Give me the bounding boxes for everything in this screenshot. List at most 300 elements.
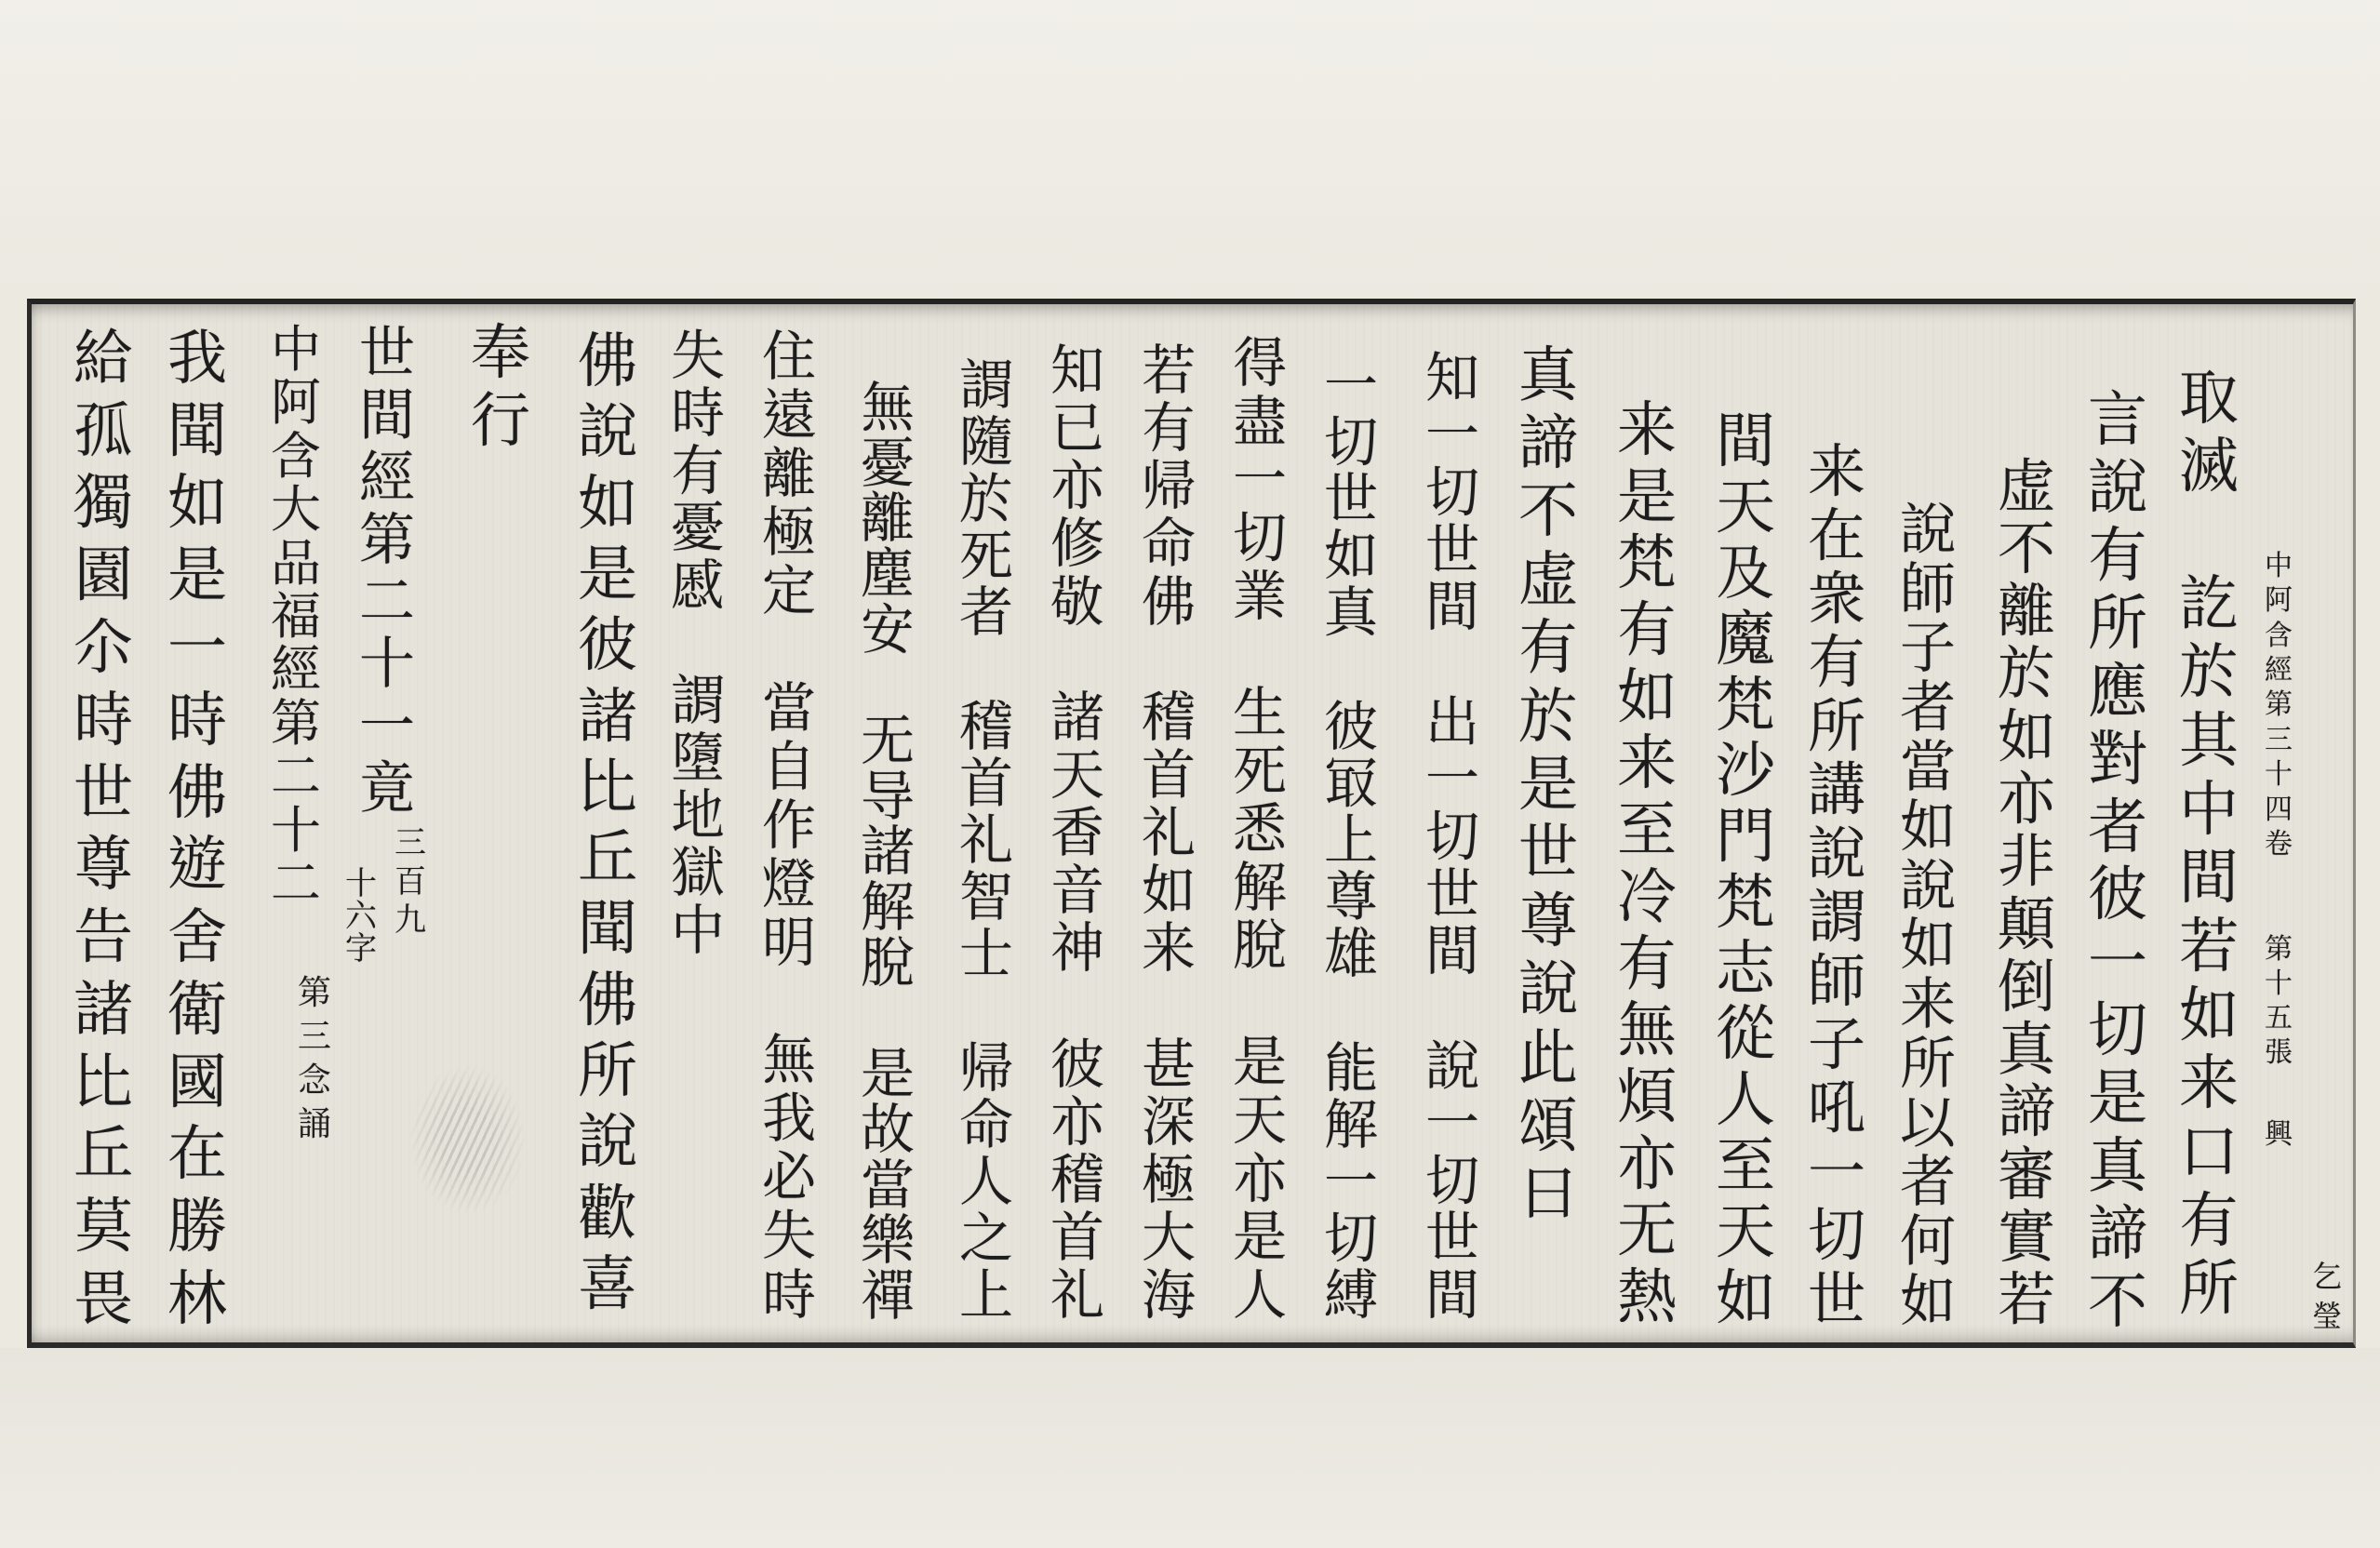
glyph: 隨 — [958, 409, 1013, 474]
glyph: 佛 — [167, 758, 227, 828]
glyph: 衛 — [167, 975, 227, 1045]
verse-column — [1312, 353, 1390, 1328]
glyph: 熱 — [1617, 1263, 1677, 1333]
glyph: 獄 — [670, 841, 725, 905]
glyph: 離 — [1997, 577, 2055, 646]
glyph: 梵 — [1716, 671, 1775, 741]
glyph: 有 — [1141, 396, 1196, 460]
glyph — [2170, 501, 2248, 570]
glyph: 者 — [2088, 793, 2147, 862]
glyph: 真 — [1323, 580, 1378, 645]
glyph: 諸 — [1050, 685, 1104, 749]
glyph: 業 — [1232, 564, 1287, 628]
glyph: 聞 — [578, 895, 637, 965]
glyph: 三 — [2265, 723, 2293, 756]
glyph: 不 — [2088, 1267, 2147, 1337]
text-column — [1889, 497, 1967, 1335]
glyph: 一 — [1424, 403, 1479, 467]
glyph: 稽 — [958, 694, 1013, 758]
glyph: 無 — [860, 375, 915, 439]
glyph: 頌 — [1518, 1091, 1578, 1161]
glyph: 首 — [1050, 1205, 1104, 1269]
glyph: 間 — [1424, 1263, 1479, 1328]
glyph: 帰 — [958, 1035, 1013, 1100]
glyph: 如 — [1323, 524, 1378, 588]
glyph: 如 — [1900, 913, 1956, 979]
glyph: 九 — [394, 901, 426, 940]
glyph: 三 — [394, 823, 426, 861]
glyph: 得 — [1232, 331, 1287, 395]
glyph: 以 — [1900, 1090, 1956, 1156]
glyph: 卷 — [2265, 828, 2293, 861]
glyph: 含 — [2265, 619, 2293, 652]
glyph: 我 — [167, 324, 227, 394]
glyph: 如 — [1617, 662, 1677, 732]
glyph: 不 — [1518, 477, 1578, 547]
glyph: 来 — [1807, 437, 1865, 506]
glyph: 世 — [1424, 1206, 1479, 1270]
glyph: 有 — [2088, 522, 2147, 592]
glyph: 十 — [359, 632, 415, 698]
glyph: 第 — [2265, 933, 2293, 967]
glyph: 如 — [167, 469, 227, 539]
glyph: 失 — [670, 323, 725, 387]
glyph: 畏 — [74, 1265, 133, 1335]
glyph: 天 — [1716, 1197, 1775, 1267]
glyph: 中 — [271, 319, 321, 379]
glyph: 一 — [1232, 447, 1287, 512]
glyph: 世 — [359, 321, 415, 387]
glyph: 虚 — [1997, 451, 2055, 520]
text-column — [2079, 387, 2157, 1336]
glyph: 極 — [761, 500, 816, 564]
glyph: 者 — [1900, 675, 1956, 741]
glyph: 於 — [1997, 639, 2055, 708]
glyph: 十 — [271, 800, 321, 860]
glyph: 彼 — [1050, 1032, 1104, 1096]
glyph: 解 — [1323, 1092, 1378, 1156]
verse-column — [750, 324, 828, 1327]
glyph: 此 — [1518, 1023, 1578, 1093]
text-column — [1509, 341, 1587, 1229]
glyph: 聞 — [167, 396, 227, 466]
glyph: 亦 — [1997, 765, 2055, 834]
glyph: 諸 — [578, 682, 637, 752]
glyph: 明 — [761, 911, 816, 975]
glyph: 若 — [1141, 339, 1196, 403]
glyph: 一 — [1323, 1149, 1378, 1213]
glyph: 中 — [670, 899, 725, 963]
glyph: 諸 — [860, 820, 915, 884]
recitation-section-note — [294, 971, 335, 1146]
glyph: 已 — [1050, 396, 1104, 460]
glyph: 中 — [2265, 549, 2293, 582]
glyph: 世 — [1424, 861, 1479, 926]
glyph: 有 — [1807, 628, 1865, 697]
glyph: 煩 — [1617, 1063, 1677, 1133]
glyph: 曰 — [1518, 1160, 1578, 1230]
glyph: 十 — [345, 864, 377, 902]
glyph: 所 — [1900, 1031, 1956, 1097]
glyph: 自 — [761, 734, 816, 798]
glyph — [1038, 977, 1116, 1034]
glyph: 大 — [1141, 1205, 1196, 1269]
glyph: 第 — [297, 973, 331, 1012]
glyph: 若 — [1997, 1265, 2055, 1334]
glyph: 神 — [1050, 916, 1104, 981]
glyph: 念 — [297, 1061, 331, 1100]
glyph: 乞 — [2311, 1259, 2342, 1295]
glyph: 福 — [271, 586, 321, 646]
glyph — [1038, 631, 1116, 688]
glyph: 故 — [860, 1097, 915, 1161]
glyph: 四 — [2265, 793, 2293, 826]
glyph: 作 — [761, 794, 816, 858]
glyph: 所 — [1807, 691, 1865, 760]
glyph: 第 — [2265, 688, 2293, 722]
glyph: 来 — [1141, 916, 1196, 981]
glyph: 香 — [1050, 801, 1104, 865]
glyph: 是 — [2088, 1064, 2147, 1134]
glyph: 世 — [1807, 1264, 1865, 1333]
glyph: 所 — [2179, 1255, 2239, 1325]
glyph: 燈 — [761, 852, 816, 916]
glyph: 首 — [958, 751, 1013, 815]
glyph: 五 — [2265, 1001, 2293, 1034]
glyph: 比 — [578, 753, 637, 822]
glyph: 住 — [761, 324, 816, 388]
glyph — [750, 620, 828, 678]
text-column — [568, 327, 647, 1320]
glyph: 從 — [1716, 1000, 1775, 1070]
glyph: 子 — [1807, 1010, 1865, 1078]
glyph: 礼 — [1050, 1263, 1104, 1328]
glyph: 地 — [670, 783, 725, 847]
margin-volume-title — [2258, 549, 2299, 862]
glyph: 是 — [1232, 1030, 1287, 1094]
glyph: 應 — [2088, 657, 2147, 727]
glyph: 是 — [1232, 1205, 1287, 1269]
glyph: 講 — [1807, 755, 1865, 824]
glyph: 所 — [578, 1036, 637, 1106]
glyph: 者 — [958, 580, 1013, 645]
opening-text-column — [64, 323, 142, 1336]
glyph: 深 — [1141, 1089, 1196, 1154]
glyph: 彼 — [1323, 694, 1378, 758]
glyph: 有 — [2179, 1186, 2239, 1256]
glyph: 盡 — [1232, 389, 1287, 453]
glyph: 三 — [297, 1017, 331, 1056]
glyph: 天 — [1232, 1088, 1287, 1153]
glyph: 世 — [1323, 466, 1378, 530]
glyph: 如 — [2179, 981, 2239, 1050]
glyph: 訖 — [2179, 569, 2239, 639]
glyph: 顛 — [1997, 889, 2055, 958]
glyph: 於 — [958, 466, 1013, 530]
glyph: 諦 — [1997, 1077, 2055, 1146]
glyph — [1413, 980, 1491, 1037]
glyph: 一 — [359, 693, 415, 759]
glyph: 林 — [167, 1265, 227, 1335]
glyph: 解 — [1232, 855, 1287, 919]
glyph: 人 — [1232, 1262, 1287, 1327]
glyph: 實 — [1997, 1203, 2055, 1272]
glyph — [1130, 631, 1208, 688]
glyph: 憂 — [670, 496, 725, 560]
glyph: 衆 — [1807, 565, 1865, 634]
margin-bottom-note — [2306, 1257, 2347, 1336]
glyph: 梵 — [1716, 868, 1775, 938]
glyph: 無 — [1617, 996, 1677, 1066]
glyph: 切 — [1424, 1148, 1479, 1212]
text-column — [461, 319, 540, 455]
glyph: 師 — [1807, 946, 1865, 1015]
glyph: 勝 — [167, 1193, 227, 1262]
glyph: 一 — [2088, 928, 2147, 998]
text-column — [1706, 409, 1785, 1331]
glyph: 尊 — [74, 831, 133, 901]
glyph: 品 — [271, 533, 321, 593]
glyph: 如 — [1900, 794, 1956, 860]
glyph: 脫 — [1232, 914, 1287, 978]
glyph: 無 — [761, 1028, 816, 1092]
glyph: 行 — [471, 386, 530, 456]
glyph: 極 — [1141, 1147, 1196, 1211]
text-column — [1798, 437, 1876, 1333]
glyph: 冣 — [1323, 751, 1378, 815]
glyph — [947, 982, 1025, 1039]
glyph: 師 — [1900, 556, 1956, 622]
glyph — [849, 658, 927, 714]
glyph: 士 — [958, 922, 1013, 986]
glyph: 礼 — [1141, 801, 1196, 865]
glyph: 園 — [74, 541, 133, 611]
glyph: 甚 — [1141, 1032, 1196, 1096]
glyph: 倒 — [1997, 952, 2055, 1021]
glyph: 間 — [1424, 575, 1479, 639]
glyph: 所 — [2088, 590, 2147, 659]
glyph — [1312, 982, 1390, 1039]
glyph: 塵 — [860, 541, 915, 606]
glyph: 字 — [345, 929, 377, 968]
glyph: 来 — [1900, 972, 1956, 1038]
verse-column — [849, 375, 927, 1328]
margin-sheet-number — [2258, 933, 2299, 1070]
margin-mark — [2258, 1115, 2299, 1154]
glyph: 六 — [345, 897, 377, 935]
glyph: 一 — [167, 614, 227, 684]
glyph: 切 — [1807, 1201, 1865, 1270]
glyph: 說 — [1424, 1034, 1479, 1098]
glyph — [1221, 975, 1299, 1034]
verse-column — [1413, 345, 1491, 1328]
glyph: 張 — [2265, 1035, 2293, 1069]
glyph: 梵 — [1617, 529, 1677, 599]
glyph: 於 — [1518, 682, 1578, 752]
glyph: 是 — [860, 1042, 915, 1106]
glyph: 二 — [271, 747, 321, 807]
glyph: 切 — [1424, 460, 1479, 525]
glyph: 切 — [1232, 506, 1287, 570]
glyph: 无 — [860, 709, 915, 773]
glyph: 佛 — [578, 966, 637, 1035]
glyph: 死 — [958, 524, 1013, 588]
glyph: 審 — [1997, 1140, 2055, 1208]
glyph: 虚 — [1518, 545, 1578, 615]
glyph — [1221, 625, 1299, 684]
glyph: 慼 — [670, 554, 725, 618]
glyph: 如 — [1141, 859, 1196, 923]
opening-text-column — [158, 323, 236, 1336]
glyph: 歡 — [578, 1179, 637, 1248]
verse-column — [1038, 339, 1116, 1328]
glyph: 禪 — [860, 1264, 915, 1328]
glyph: 縛 — [1323, 1263, 1378, 1328]
glyph: 喜 — [578, 1249, 637, 1319]
character-count-note — [390, 823, 431, 940]
glyph: 離 — [860, 487, 915, 551]
text-column — [1987, 451, 2066, 1334]
glyph: 一 — [1424, 1091, 1479, 1155]
glyph: 佛 — [578, 327, 637, 397]
glyph: 尊 — [1518, 887, 1578, 956]
glyph: 當 — [860, 1153, 915, 1217]
glyph: 阿 — [271, 373, 321, 433]
glyph: 第 — [271, 693, 321, 753]
glyph: 定 — [761, 558, 816, 622]
glyph: 是 — [1617, 462, 1677, 532]
glyph: 及 — [1716, 539, 1775, 608]
glyph: 何 — [1900, 1209, 1956, 1275]
glyph: 時 — [761, 1262, 816, 1327]
glyph: 誦 — [297, 1104, 331, 1143]
glyph: 若 — [2179, 912, 2239, 981]
glyph: 一 — [1807, 1137, 1865, 1206]
glyph: 告 — [74, 903, 133, 973]
glyph: 来 — [1617, 395, 1677, 465]
glyph: 佛 — [1141, 569, 1196, 634]
glyph: 尊 — [1323, 865, 1378, 929]
glyph: 非 — [1997, 827, 2055, 896]
glyph: 帰 — [1141, 454, 1196, 518]
glyph: 在 — [1807, 500, 1865, 569]
glyph: 至 — [1617, 796, 1677, 866]
glyph: 遠 — [761, 382, 816, 447]
glyph: 者 — [1900, 1150, 1956, 1216]
glyph — [947, 641, 1025, 698]
sutra-end-title — [348, 323, 426, 820]
glyph: 上 — [1323, 807, 1378, 872]
glyph — [1130, 977, 1208, 1034]
glyph: 時 — [74, 686, 133, 755]
glyph: 諦 — [1518, 409, 1578, 479]
glyph: 給 — [74, 324, 133, 394]
glyph: 含 — [271, 426, 321, 486]
glyph: 大 — [271, 480, 321, 540]
glyph: 真 — [1518, 340, 1578, 410]
verse-column — [1221, 331, 1299, 1327]
glyph: 天 — [1050, 742, 1104, 807]
glyph: 亦 — [1232, 1146, 1287, 1210]
glyph: 我 — [761, 1087, 816, 1151]
glyph: 謂 — [670, 668, 725, 732]
glyph: 切 — [2088, 996, 2147, 1066]
glyph: 子 — [1900, 616, 1956, 682]
glyph: 能 — [1323, 1035, 1378, 1100]
glyph: 孤 — [74, 396, 133, 466]
glyph: 吼 — [1807, 1074, 1865, 1142]
glyph: 真 — [1997, 1015, 2055, 1084]
glyph: 憂 — [860, 431, 915, 495]
glyph: 彼 — [578, 611, 637, 681]
glyph: 命 — [958, 1092, 1013, 1156]
glyph: 尒 — [74, 614, 133, 684]
glyph: 說 — [1518, 955, 1578, 1025]
glyph: 知 — [1424, 345, 1479, 409]
glyph: 海 — [1141, 1263, 1196, 1328]
glyph: 世 — [1518, 819, 1578, 888]
glyph: 二 — [359, 569, 415, 635]
glyph: 取 — [2179, 364, 2239, 434]
glyph: 瑩 — [2311, 1298, 2342, 1334]
glyph: 稽 — [1050, 1147, 1104, 1211]
glyph: 說 — [1900, 497, 1956, 563]
glyph: 說 — [578, 398, 637, 468]
glyph: 失 — [761, 1204, 816, 1268]
glyph: 丘 — [578, 824, 637, 894]
glyph: 生 — [1232, 680, 1287, 744]
glyph: 諦 — [2088, 1199, 2147, 1269]
glyph — [1413, 635, 1491, 693]
glyph: 說 — [1807, 819, 1865, 887]
glyph: 来 — [2179, 1049, 2239, 1119]
glyph: 經 — [2265, 654, 2293, 687]
glyph: 間 — [2179, 844, 2239, 914]
glyph: 智 — [958, 865, 1013, 929]
glyph: 於 — [2179, 638, 2239, 708]
glyph: 魔 — [1716, 605, 1775, 674]
glyph: 亦 — [1617, 1129, 1677, 1199]
glyph: 稽 — [1141, 685, 1196, 749]
glyph: 其 — [2179, 707, 2239, 777]
glyph: 莫 — [74, 1193, 133, 1262]
glyph: 不 — [1997, 514, 2055, 582]
glyph: 時 — [670, 380, 725, 445]
glyph: 間 — [359, 383, 415, 449]
glyph: 如 — [1716, 1263, 1775, 1333]
glyph: 獨 — [74, 469, 133, 539]
glyph: 中 — [2179, 775, 2239, 845]
glyph: 舍 — [167, 903, 227, 973]
paper-top-margin — [0, 0, 2380, 299]
glyph: 十 — [2265, 968, 2293, 1001]
ink-smudge-mark — [409, 1065, 526, 1214]
glyph: 百 — [394, 862, 426, 901]
glyph: 一 — [1424, 747, 1479, 811]
glyph: 之 — [958, 1207, 1013, 1271]
glyph: 修 — [1050, 512, 1104, 576]
glyph: 在 — [167, 1120, 227, 1190]
glyph: 人 — [958, 1149, 1013, 1213]
glyph: 有 — [670, 438, 725, 502]
text-column — [1608, 397, 1686, 1331]
glyph: 礼 — [958, 807, 1013, 872]
glyph: 離 — [761, 441, 816, 505]
glyph: 沙 — [1716, 737, 1775, 807]
glyph: 知 — [1050, 339, 1104, 403]
glyph: 言 — [2088, 386, 2147, 456]
glyph: 說 — [1900, 853, 1956, 919]
